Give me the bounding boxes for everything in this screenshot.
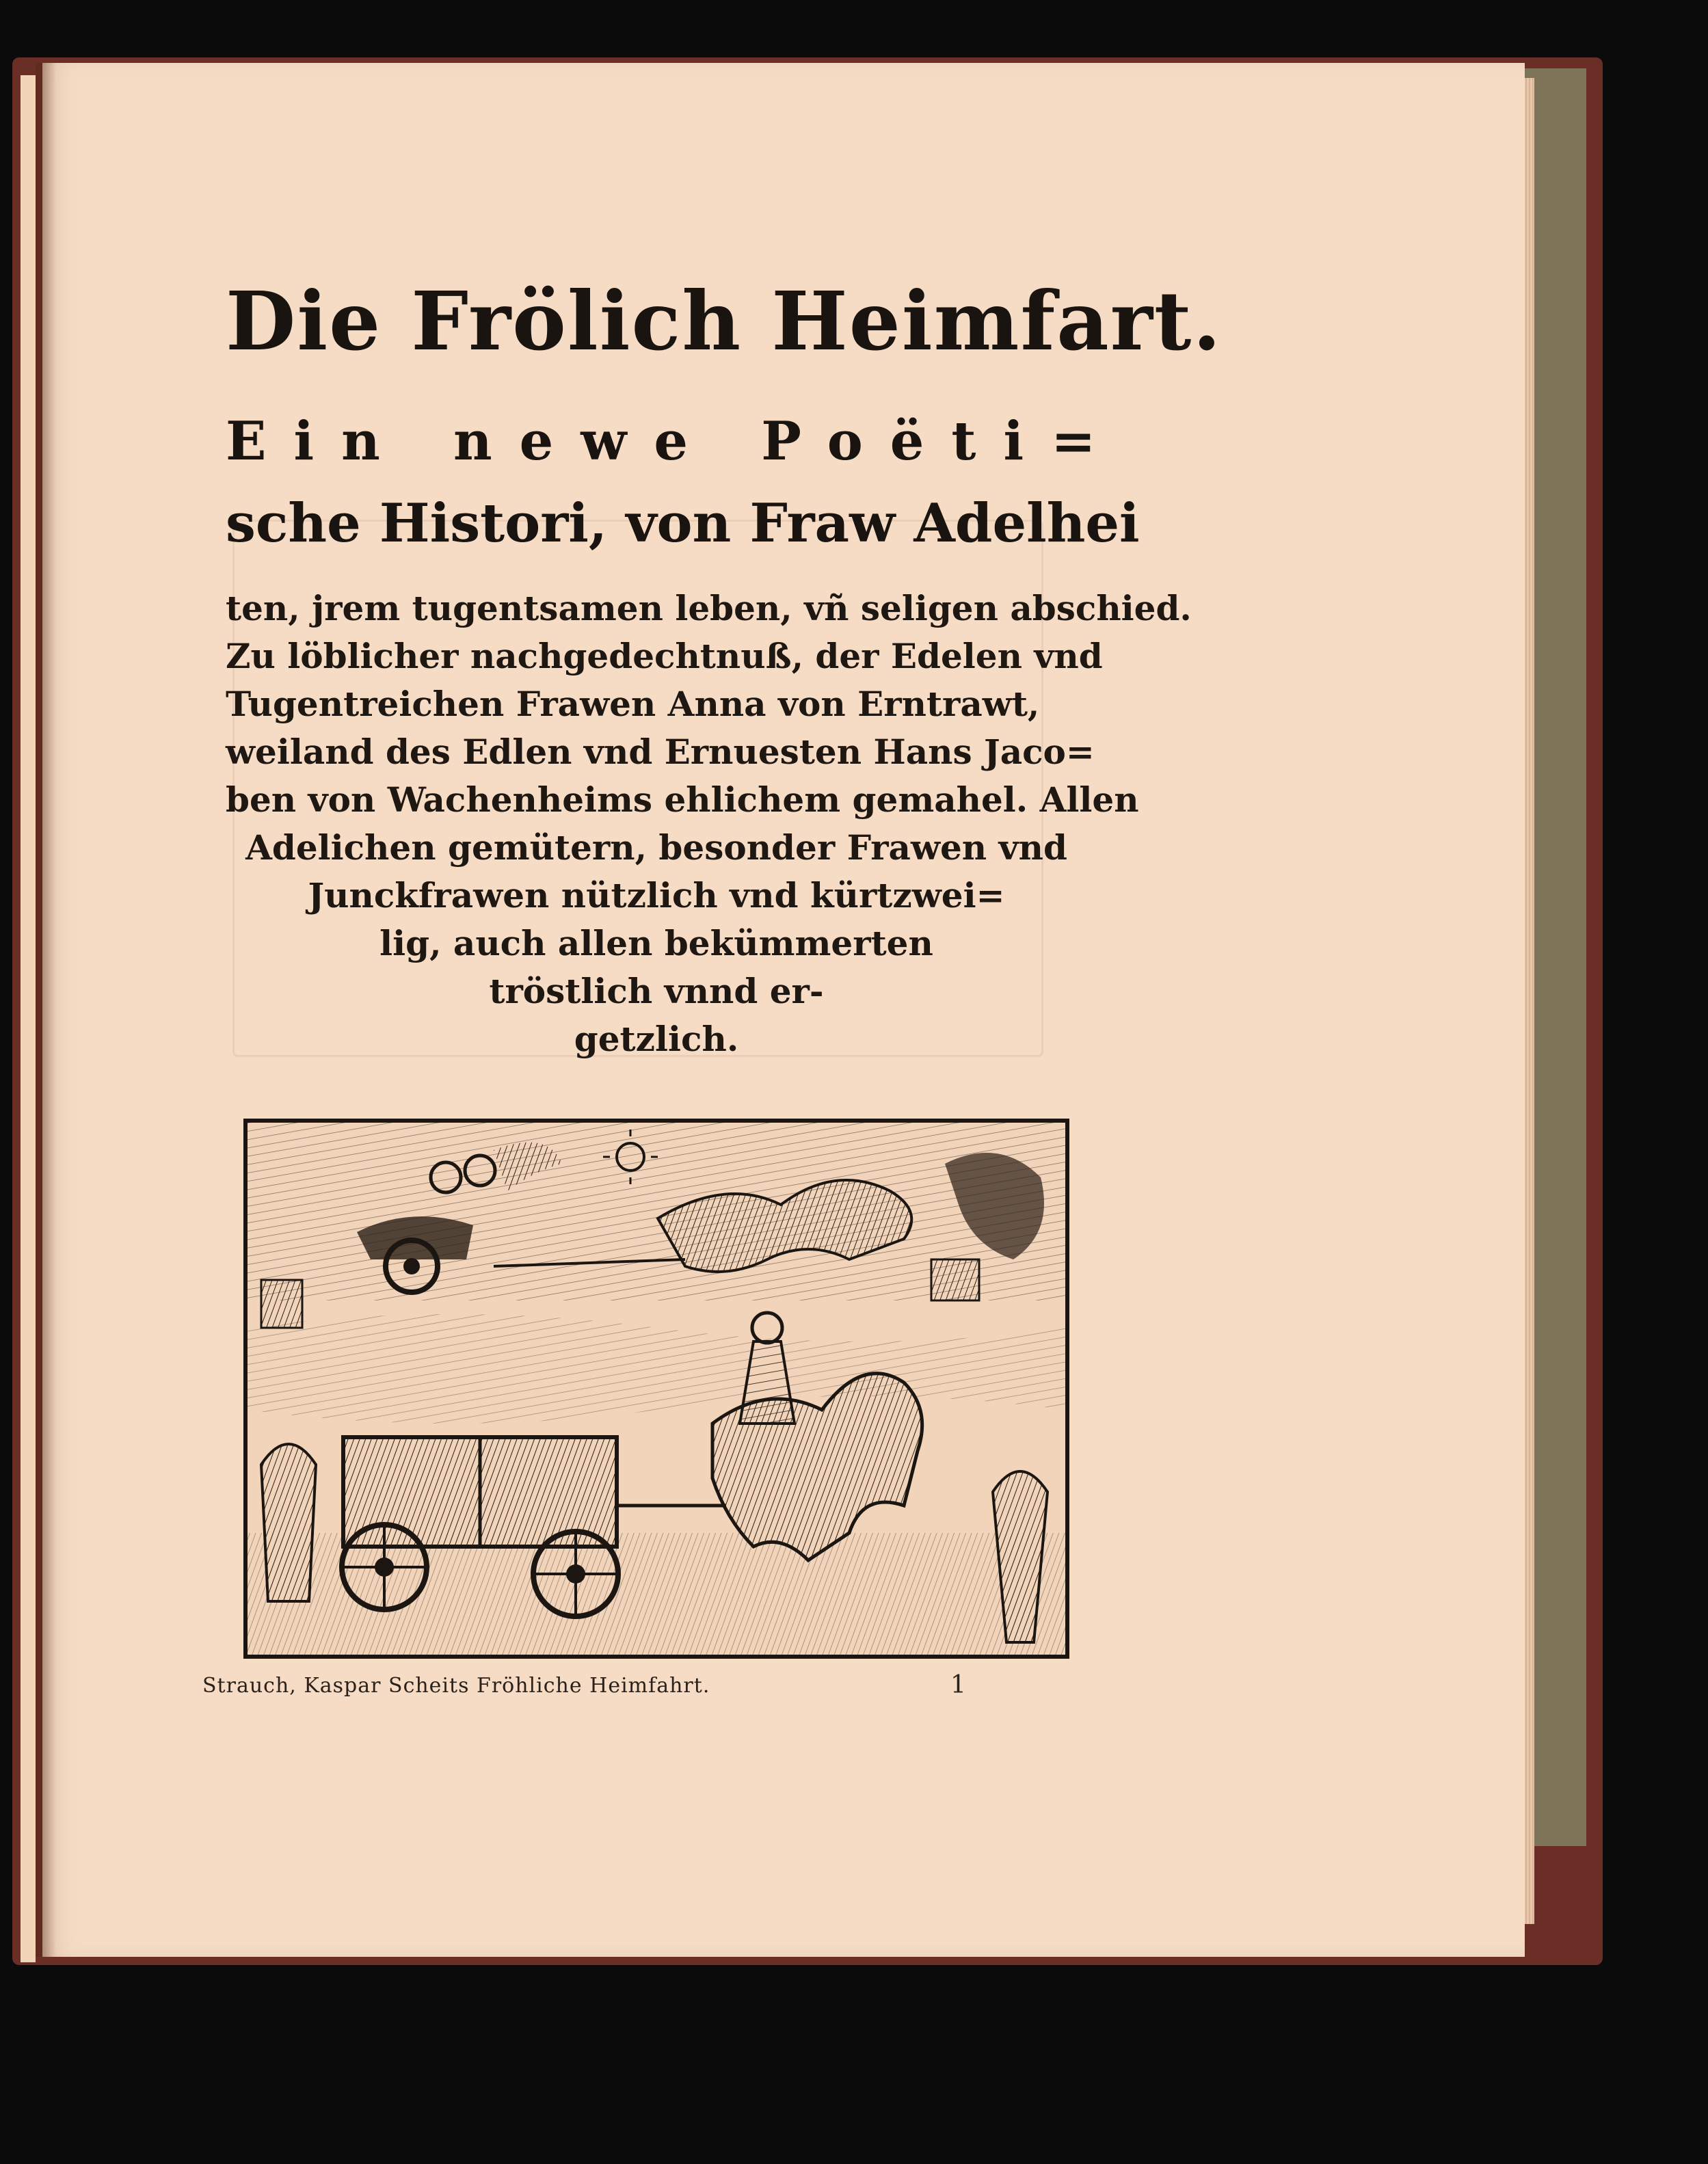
body-line-3: Tugentreichen Frawen Anna von Erntrawt, <box>226 684 1040 724</box>
body-line-5: ben von Wachenheims ehlichem gemahel. Allen <box>226 779 1139 820</box>
body-line-2: Zu löblicher nachgedechtnuß, der Edelen vnd <box>226 636 1103 676</box>
subtitle-line-1: Ein newe Poëti= <box>226 410 1123 472</box>
body-line-6: Adelichen gemütern, besonder Frawen vnd <box>245 827 1067 868</box>
body-line-4: weiland des Edlen vnd Ernuesten Hans Jaco= <box>226 732 1095 772</box>
page-caption: Strauch, Kaspar Scheits Fröhliche Heimfahrt. <box>202 1674 710 1698</box>
woodcut-illustration <box>243 1119 1069 1659</box>
signature-mark: 1 <box>950 1671 966 1699</box>
body-line-1: ten, jrem tugentsamen leben, vñ seligen abschied. <box>226 588 1192 628</box>
body-line-9: tröstlich vnnd er- <box>489 971 824 1011</box>
page-title: Die Frölich Heimfart. <box>226 273 1223 369</box>
subtitle-line-2: sche Histori, von Fraw Adelhei <box>226 492 1140 555</box>
woodcut-drawing <box>248 1123 1065 1655</box>
body-line-8: lig, auch allen bekümmerten <box>379 923 933 963</box>
body-line-7: Junckfrawen nützlich vnd kürtzwei= <box>308 875 1005 916</box>
left-page-edge <box>21 75 36 1962</box>
gutter-shadow <box>36 63 56 1957</box>
body-line-10: getzlich. <box>574 1019 739 1059</box>
